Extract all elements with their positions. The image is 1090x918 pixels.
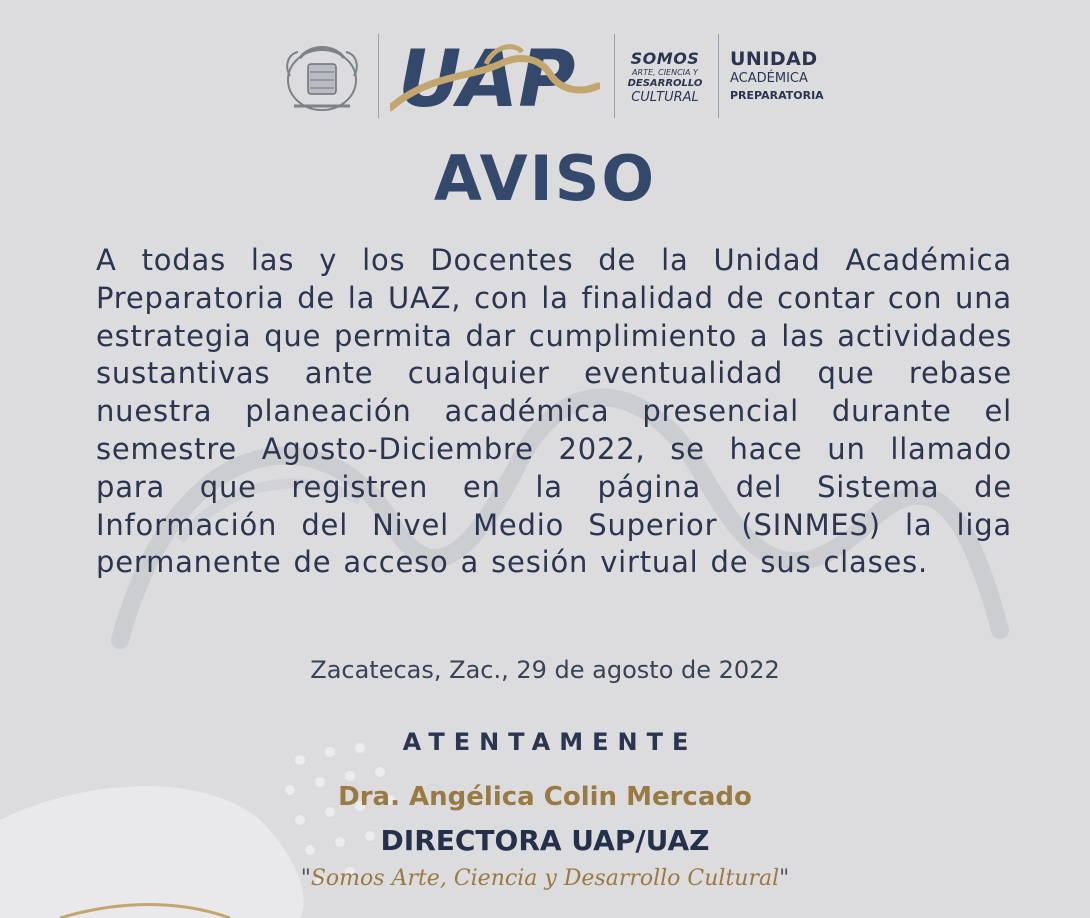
uap-logo-text: UAP	[398, 35, 576, 120]
closing-text: ATENTAMENTE	[402, 728, 698, 756]
motto-quote-close: "	[779, 866, 790, 891]
divider	[378, 34, 379, 118]
notice-title: AVISO	[433, 142, 657, 215]
motto-quote-open: "	[300, 866, 311, 891]
unidad-line-3: PREPARATORIA	[730, 89, 824, 102]
university-seal-icon	[280, 36, 364, 116]
motto-text: Somos Arte, Ciencia y Desarrollo Cultural	[310, 866, 780, 891]
header-logos	[280, 30, 840, 122]
unidad-line-2: ACADÉMICA	[730, 71, 808, 86]
motto	[0, 866, 1090, 891]
somos-line-2: ARTE, CIENCIA Y	[632, 68, 698, 77]
uap-logo-icon	[390, 34, 600, 120]
somos-tagline	[620, 50, 710, 105]
unidad-line-1: UNIDAD	[730, 48, 818, 70]
notice-date: Zacatecas, Zac., 29 de agosto de 2022	[310, 656, 780, 684]
unidad-label	[730, 48, 840, 104]
somos-line-3: DESARROLLO	[627, 78, 703, 89]
signer-name: Dra. Angélica Colin Mercado	[338, 782, 752, 812]
divider	[718, 34, 719, 118]
somos-line-4: CULTURAL	[631, 90, 699, 105]
somos-line-1: SOMOS	[630, 49, 700, 68]
signer-role: DIRECTORA UAP/UAZ	[380, 824, 710, 857]
notice-body: A todas las y los Docentes de la Unidad Académica Preparatoria de la UAZ, con la finalidad de contar con una estrategia que permita dar cumplimiento a las actividades sustantivas ante cualquier eventualidad que rebase nuestra planeación académica presencial durante el semestre Agosto-Diciembre 2022, se hace un llamado para que registren en la página del Sistema de Información del Nivel Medio Superior (SINMES) la liga permanente de acceso a sesión virtual de sus clases.	[96, 243, 1012, 580]
divider	[614, 34, 615, 118]
